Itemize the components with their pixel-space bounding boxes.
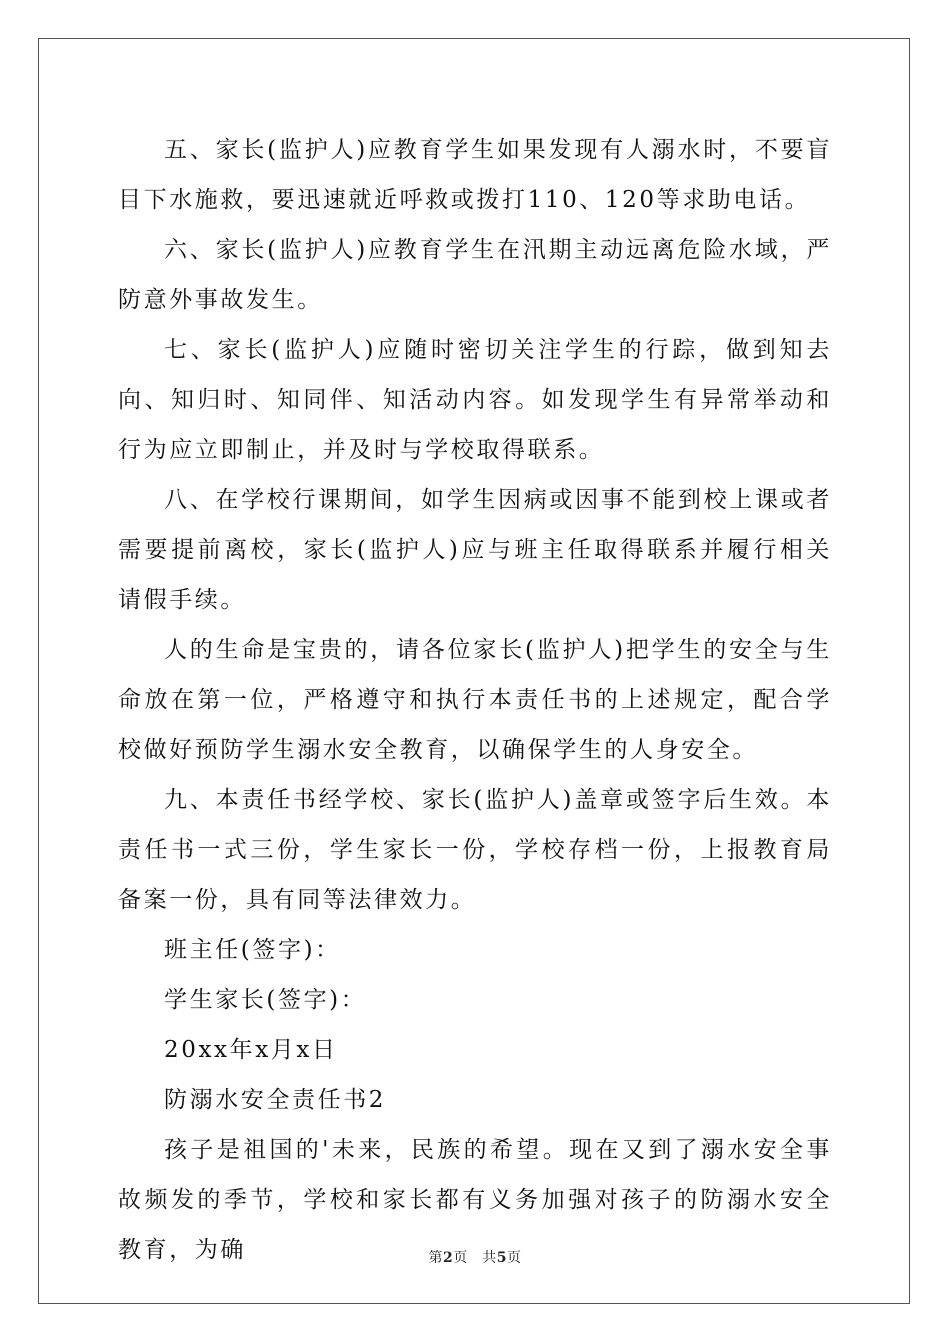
footer-current-page: 2: [443, 1250, 454, 1266]
footer-total-pages: 5: [496, 1250, 507, 1266]
document-body: [118, 125, 832, 1275]
paragraph-item-6: 六、家长(监护人)应教育学生在汛期主动远离危险水域，严防意外事故发生。: [118, 237, 832, 313]
paragraph-item-8: 八、在学校行课期间，如学生因病或因事不能到校上课或者需要提前离校，家长(监护人)应与班主任取得联系并履行相关请假手续。: [118, 487, 832, 613]
footer-prefix: 第: [428, 1250, 443, 1266]
section-title: 防溺水安全责任书2: [164, 1087, 387, 1113]
paragraph-safety-note: 人的生命是宝贵的，请各位家长(监护人)把学生的安全与生命放在第一位，严格遵守和执行本责任书的上述规定，配合学校做好预防学生溺水安全教育，以确保学生的人身安全。: [118, 637, 832, 763]
paragraph-item-9: 九、本责任书经学校、家长(监护人)盖章或签字后生效。本责任书一式三份，学生家长一份，学校存档一份，上报教育局备案一份，具有同等法律效力。: [118, 787, 832, 913]
paragraph-item-5: 五、家长(监护人)应教育学生如果发现有人溺水时，不要盲目下水施救，要迅速就近呼救或拨打110、120等求助电话。: [118, 137, 832, 213]
footer-suffix: 页: [507, 1250, 522, 1266]
paragraph-item-7: 七、家长(监护人)应随时密切关注学生的行踪，做到知去向、知归时、知同伴、知活动内容。如发现学生有异常举动和行为应立即制止，并及时与学校取得联系。: [118, 337, 832, 463]
page-footer: [0, 1247, 950, 1267]
date-line: 20xx年x月x日: [164, 1037, 338, 1063]
signature-parent: 学生家长(签字)：: [164, 987, 367, 1013]
signature-teacher: 班主任(签字)：: [164, 937, 341, 963]
footer-mid: 页 共: [453, 1250, 497, 1266]
paragraph-intro-2: 孩子是祖国的'未来，民族的希望。现在又到了溺水安全事故频发的季节，学校和家长都有义务加强对孩子的防溺水安全教育，为确: [118, 1137, 832, 1263]
